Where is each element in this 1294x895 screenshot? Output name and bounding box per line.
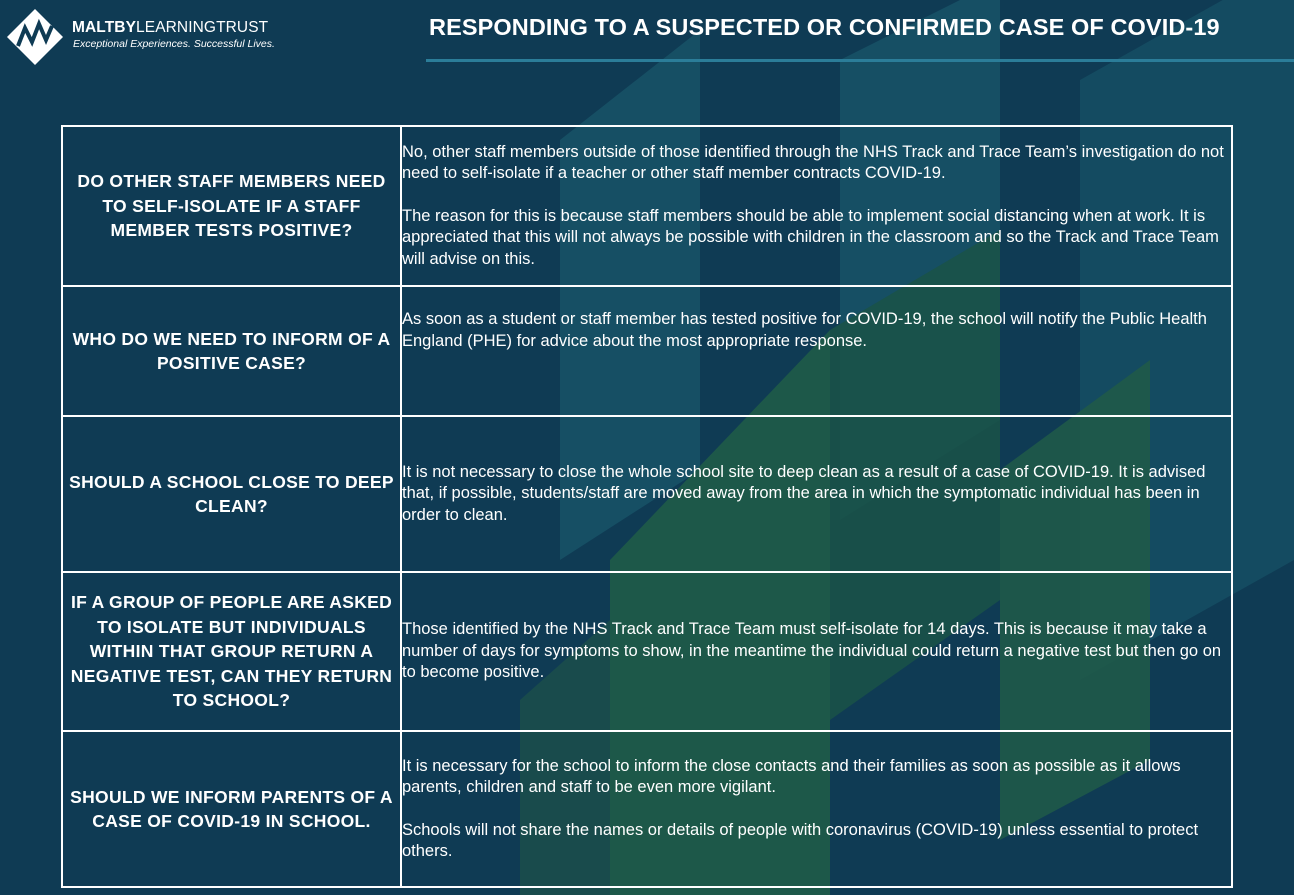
brand-name-bold: MALTBY [72,19,137,36]
question-cell: SHOULD WE INFORM PARENTS OF A CASE OF COVID-19 IN SCHOOL. [62,731,401,887]
table-row [62,126,1232,286]
faq-table [61,125,1233,888]
answer-paragraph: It is necessary for the school to inform the close contacts and their families as soon as possible as it allows parents, children and staff to be even more vigilant. [402,756,1181,796]
header [0,0,1294,70]
question-cell: IF A GROUP OF PEOPLE ARE ASKED TO ISOLATE BUT INDIVIDUALS WITHIN THAT GROUP RETURN A NEGATIVE TEST, CAN THEY RETURN TO SCHOOL? [62,572,401,731]
question-cell: SHOULD A SCHOOL CLOSE TO DEEP CLEAN? [62,416,401,572]
answer-cell [401,126,1232,286]
answer-paragraph: Schools will not share the names or details of people with coronavirus (COVID-19) unless essential to protect others. [402,820,1199,860]
answer-paragraph: It is not necessary to close the whole school site to deep clean as a result of a case of COVID-19. It is advised that, if possible, students/staff are moved away from the area in which the symptomatic individual has been in order to clean. [402,462,1206,524]
page-title: RESPONDING TO A SUSPECTED OR CONFIRMED CASE OF COVID-19 [429,14,1220,40]
maltby-logo-icon [6,8,64,66]
brand-name [72,19,268,37]
brand-tagline: Exceptional Experiences. Successful Lives. [73,38,275,50]
table-row [62,286,1232,416]
answer-paragraph: Those identified by the NHS Track and Trace Team must self-isolate for 14 days. This is because it may take a number of days for symptoms to show, in the meantime the individual could return a negative test but then go on to become positive. [402,620,1222,682]
question-cell: DO OTHER STAFF MEMBERS NEED TO SELF-ISOLATE IF A STAFF MEMBER TESTS POSITIVE? [62,126,401,286]
table-row [62,731,1232,887]
answer-cell [401,416,1232,572]
answer-paragraph: As soon as a student or staff member has tested positive for COVID-19, the school will notify the Public Health England (PHE) for advice about the most appropriate response. [402,310,1207,350]
answer-paragraph: The reason for this is because staff members should be able to implement social distancing when at work. It is appreciated that this will not always be possible with children in the classroom and so the Track and Trace Team will advise on this. [402,206,1219,268]
answer-cell [401,572,1232,731]
table-row [62,572,1232,731]
answer-cell [401,286,1232,416]
brand-name-regular: LEARNINGTRUST [136,19,269,36]
question-cell: WHO DO WE NEED TO INFORM OF A POSITIVE CASE? [62,286,401,416]
answer-paragraph: No, other staff members outside of those identified through the NHS Track and Trace Team’s investigation do not need to self-isolate if a teacher or other staff member contracts COVID-19. [402,142,1224,183]
table-row [62,416,1232,572]
title-underline [426,59,1294,62]
answer-cell [401,731,1232,887]
